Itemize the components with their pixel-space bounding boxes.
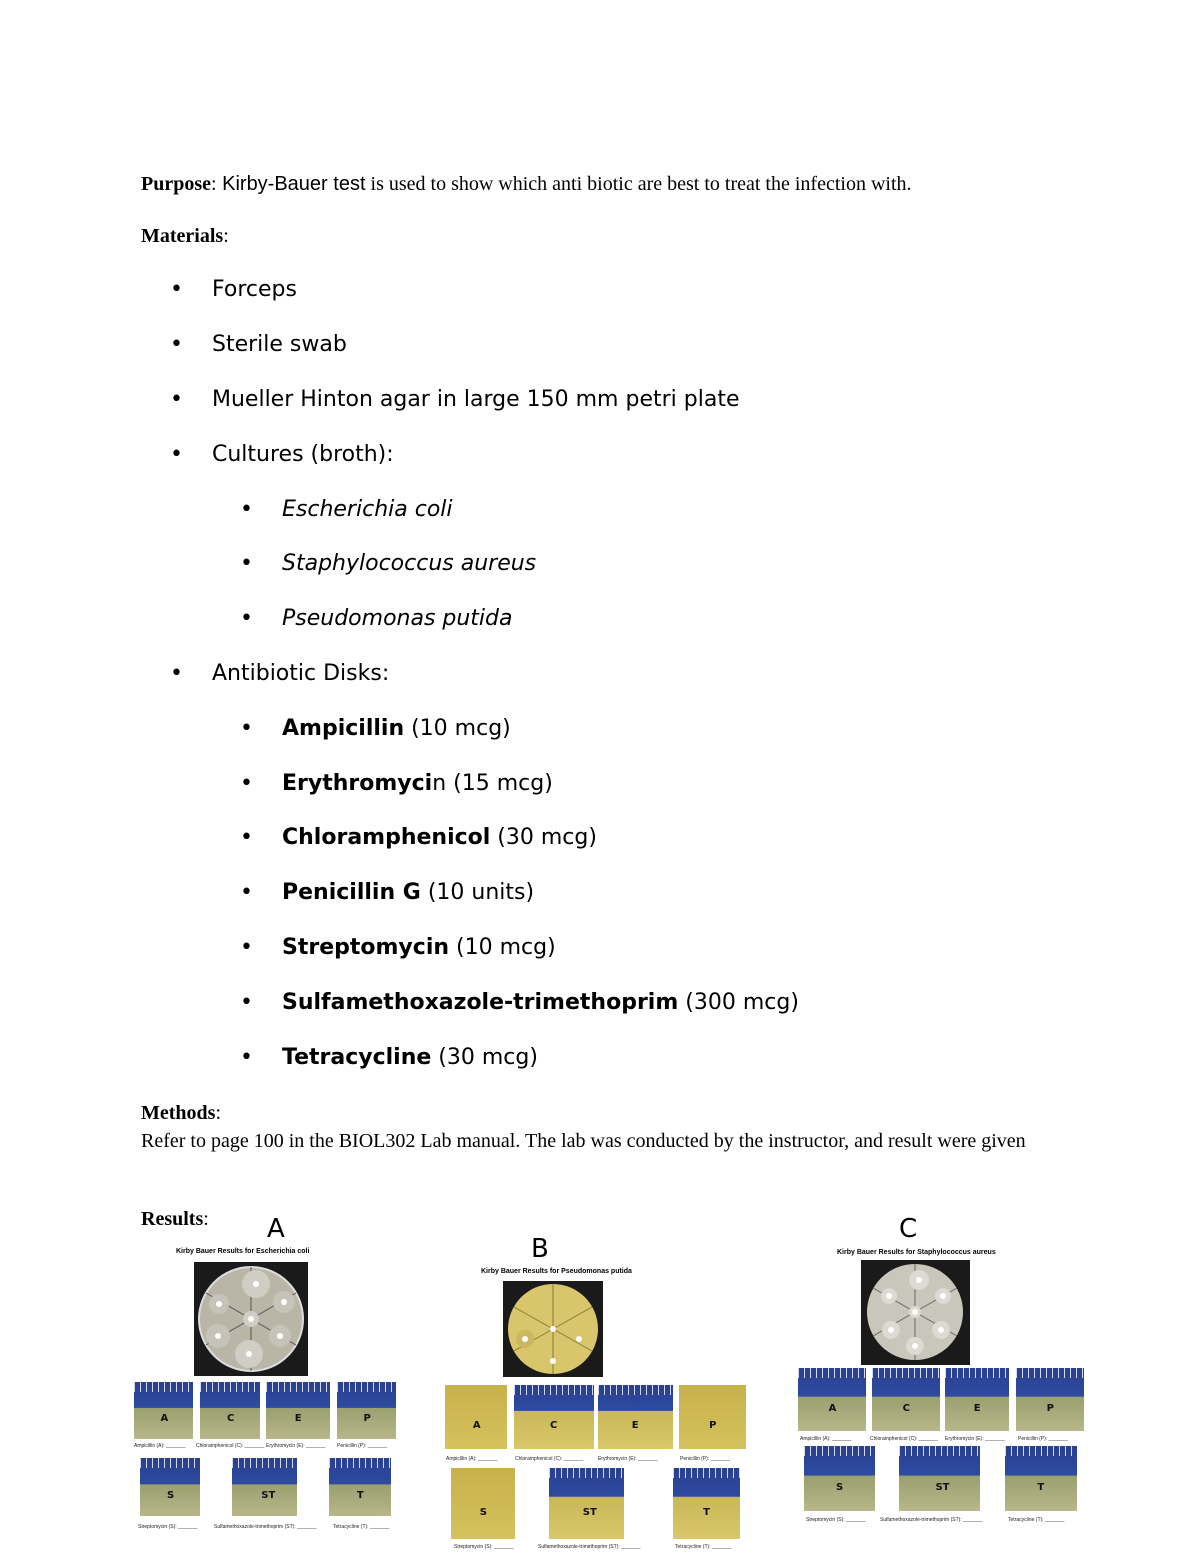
list-item bbox=[240, 771, 553, 796]
thumb-caption: Penicillin (P): _______ bbox=[680, 1456, 731, 1462]
disk-dose: (10 mcg) bbox=[449, 935, 556, 960]
thumb-caption: Ampicillin (A): _______ bbox=[446, 1456, 498, 1462]
panel-letter-a: A bbox=[267, 1214, 285, 1244]
list-item bbox=[170, 661, 389, 686]
results-colon: : bbox=[203, 1208, 209, 1230]
disk-name: Erythromyci bbox=[282, 771, 433, 796]
thumb-caption: Sulfamethoxazole-trimethoprim (ST): _______ bbox=[538, 1544, 641, 1550]
list-item bbox=[170, 442, 394, 467]
result-thumbnail bbox=[445, 1385, 507, 1449]
disk-name: Ampicillin bbox=[282, 716, 405, 741]
thumb-label: ST bbox=[935, 1481, 950, 1493]
material-item: Cultures (broth): bbox=[212, 442, 394, 467]
materials-heading bbox=[141, 225, 229, 248]
disk-name-tail: n bbox=[432, 771, 447, 796]
purpose-colon: : bbox=[211, 173, 217, 195]
thumb-label: P bbox=[363, 1413, 371, 1425]
bullet: • bbox=[240, 935, 253, 960]
result-thumbnail bbox=[451, 1468, 515, 1539]
thumb-label: T bbox=[703, 1507, 710, 1519]
result-thumbnail bbox=[1005, 1446, 1077, 1511]
result-thumbnail bbox=[329, 1458, 391, 1516]
thumb-label: E bbox=[973, 1402, 981, 1414]
materials-colon: : bbox=[223, 225, 229, 247]
result-thumbnail bbox=[514, 1385, 594, 1449]
disk-name: Sulfamethoxazole-trimethoprim bbox=[282, 990, 679, 1015]
results-heading bbox=[141, 1208, 209, 1231]
material-item: Forceps bbox=[212, 277, 297, 302]
purpose-lead: Kirby-Bauer test bbox=[216, 173, 366, 195]
methods-colon: : bbox=[215, 1102, 222, 1124]
disk-dose: (10 mcg) bbox=[404, 716, 511, 741]
panel-title-a: Kirby Bauer Results for Escherichia coli bbox=[176, 1248, 310, 1255]
bullet: • bbox=[240, 771, 253, 796]
purpose-text: is used to show which anti biotic are best to treat the infection with. bbox=[365, 173, 912, 195]
disks-label: Antibiotic Disks: bbox=[212, 661, 390, 686]
panel-letter-b: B bbox=[531, 1234, 549, 1264]
thumb-caption: Streptomycin (S): _______ bbox=[454, 1544, 514, 1550]
list-item bbox=[170, 387, 739, 412]
list-item bbox=[240, 880, 534, 905]
thumb-label: S bbox=[167, 1489, 175, 1501]
thumb-label: A bbox=[472, 1420, 481, 1432]
result-thumbnail bbox=[945, 1368, 1009, 1431]
thumb-label: A bbox=[828, 1402, 837, 1414]
thumb-label: T bbox=[356, 1489, 364, 1501]
materials-label: Materials bbox=[141, 225, 224, 247]
disk-dose: (15 mcg) bbox=[446, 771, 553, 796]
bullet: • bbox=[170, 332, 183, 357]
thumb-caption: Tetracycline (T): _______ bbox=[675, 1544, 732, 1550]
bullet: • bbox=[170, 442, 183, 467]
list-item bbox=[240, 497, 453, 522]
result-thumbnail bbox=[598, 1385, 673, 1449]
thumb-caption: Erythromycin (E): _______ bbox=[266, 1443, 326, 1449]
purpose-paragraph bbox=[141, 170, 912, 197]
culture-name: Pseudomonas putida bbox=[282, 606, 513, 631]
result-thumbnail bbox=[798, 1368, 866, 1431]
result-thumbnail bbox=[549, 1468, 624, 1539]
result-thumbnail bbox=[140, 1458, 200, 1516]
bullet: • bbox=[240, 990, 253, 1015]
list-item bbox=[240, 935, 556, 960]
thumb-caption: Penicillin (P): _______ bbox=[1018, 1436, 1069, 1442]
thumb-label: T bbox=[1037, 1481, 1045, 1493]
result-thumbnail bbox=[1016, 1368, 1084, 1431]
disk-dose: (30 mcg) bbox=[490, 825, 597, 850]
disk-dose: (30 mcg) bbox=[431, 1045, 538, 1070]
result-thumbnail bbox=[899, 1446, 980, 1511]
thumb-label: S bbox=[479, 1507, 487, 1519]
bullet: • bbox=[240, 880, 253, 905]
thumb-caption: Chloramphenicol (C): _______ bbox=[515, 1456, 584, 1462]
disk-name: Tetracycline bbox=[282, 1045, 432, 1070]
disk-dose: (300 mcg) bbox=[678, 990, 799, 1015]
result-thumbnail bbox=[134, 1382, 193, 1439]
bullet: • bbox=[240, 606, 253, 631]
methods-label: Methods bbox=[141, 1102, 216, 1124]
thumb-label: ST bbox=[261, 1489, 276, 1501]
petri-plate-image bbox=[503, 1281, 603, 1377]
list-item bbox=[240, 1045, 538, 1070]
result-thumbnail bbox=[804, 1446, 875, 1511]
bullet: • bbox=[240, 716, 253, 741]
thumb-caption: Ampicillin (A): _______ bbox=[800, 1436, 852, 1442]
bullet: • bbox=[240, 497, 253, 522]
thumb-label: P bbox=[1046, 1402, 1054, 1414]
thumb-label: P bbox=[709, 1420, 717, 1432]
result-thumbnail bbox=[337, 1382, 396, 1439]
thumb-caption: Erythromycin (E): _______ bbox=[945, 1436, 1005, 1442]
list-item bbox=[240, 716, 511, 741]
thumb-caption: Streptomycin (S): _______ bbox=[138, 1524, 198, 1530]
thumb-label: C bbox=[227, 1413, 235, 1425]
thumb-label: A bbox=[160, 1413, 169, 1425]
list-item bbox=[240, 606, 513, 631]
panel-title-b: Kirby Bauer Results for Pseudomonas putida bbox=[481, 1268, 632, 1275]
disk-name: Penicillin G bbox=[282, 880, 421, 905]
thumb-caption: Tetracycline (T): _______ bbox=[333, 1524, 390, 1530]
petri-plate-image bbox=[194, 1262, 308, 1376]
thumb-caption: Erythromycin (E): _______ bbox=[598, 1456, 658, 1462]
thumb-caption: Sulfamethoxazole-trimethoprim (ST): _______ bbox=[214, 1524, 317, 1530]
material-item: Sterile swab bbox=[212, 332, 347, 357]
thumb-label: C bbox=[902, 1402, 910, 1414]
thumb-caption: Penicillin (P): _______ bbox=[337, 1443, 388, 1449]
thumb-label: E bbox=[294, 1413, 302, 1425]
bullet: • bbox=[170, 661, 183, 686]
result-thumbnail bbox=[679, 1385, 746, 1449]
list-item bbox=[240, 825, 597, 850]
result-thumbnail bbox=[266, 1382, 330, 1439]
list-item bbox=[170, 332, 347, 357]
result-thumbnail bbox=[232, 1458, 297, 1516]
bullet: • bbox=[170, 387, 183, 412]
bullet: • bbox=[240, 1045, 253, 1070]
list-item bbox=[240, 990, 799, 1015]
thumb-caption: Streptomycin (S): _______ bbox=[806, 1517, 866, 1523]
bullet: • bbox=[170, 277, 183, 302]
methods-heading bbox=[141, 1102, 221, 1125]
thumb-label: S bbox=[835, 1481, 844, 1493]
panel-title-c: Kirby Bauer Results for Staphylococcus aureus bbox=[837, 1249, 996, 1256]
thumb-label: C bbox=[550, 1420, 558, 1432]
material-item: Mueller Hinton agar in large 150 mm petri plate bbox=[212, 387, 740, 412]
panel-letter-c: C bbox=[899, 1214, 918, 1244]
result-thumbnail bbox=[673, 1468, 740, 1539]
thumb-caption: Chloramphenicol (C): _______ bbox=[196, 1443, 265, 1449]
results-label: Results bbox=[141, 1208, 204, 1230]
list-item bbox=[240, 551, 536, 576]
purpose-label: Purpose bbox=[141, 173, 211, 195]
disk-name: Streptomycin bbox=[282, 935, 450, 960]
culture-name: Staphylococcus aureus bbox=[282, 551, 537, 576]
result-thumbnail bbox=[872, 1368, 940, 1431]
petri-plate-image bbox=[861, 1260, 970, 1365]
result-thumbnail bbox=[200, 1382, 260, 1439]
disk-name: Chloramphenicol bbox=[282, 825, 491, 850]
thumb-caption: Chloramphenicol (C): _______ bbox=[870, 1436, 939, 1442]
thumb-label: E bbox=[631, 1420, 639, 1432]
bullet: • bbox=[240, 551, 253, 576]
thumb-label: ST bbox=[582, 1507, 597, 1519]
thumb-caption: Tetracycline (T): _______ bbox=[1008, 1517, 1065, 1523]
thumb-caption: Ampicillin (A): _______ bbox=[134, 1443, 186, 1449]
disk-dose: (10 units) bbox=[420, 880, 535, 905]
culture-name: Escherichia coli bbox=[282, 497, 453, 522]
list-item bbox=[170, 277, 297, 302]
thumb-caption: Sulfamethoxazole-trimethoprim (ST): _______ bbox=[880, 1517, 983, 1523]
methods-text: Refer to page 100 in the BIOL302 Lab manual. The lab was conducted by the instructor, and result were given bbox=[141, 1130, 1026, 1152]
bullet: • bbox=[240, 825, 253, 850]
